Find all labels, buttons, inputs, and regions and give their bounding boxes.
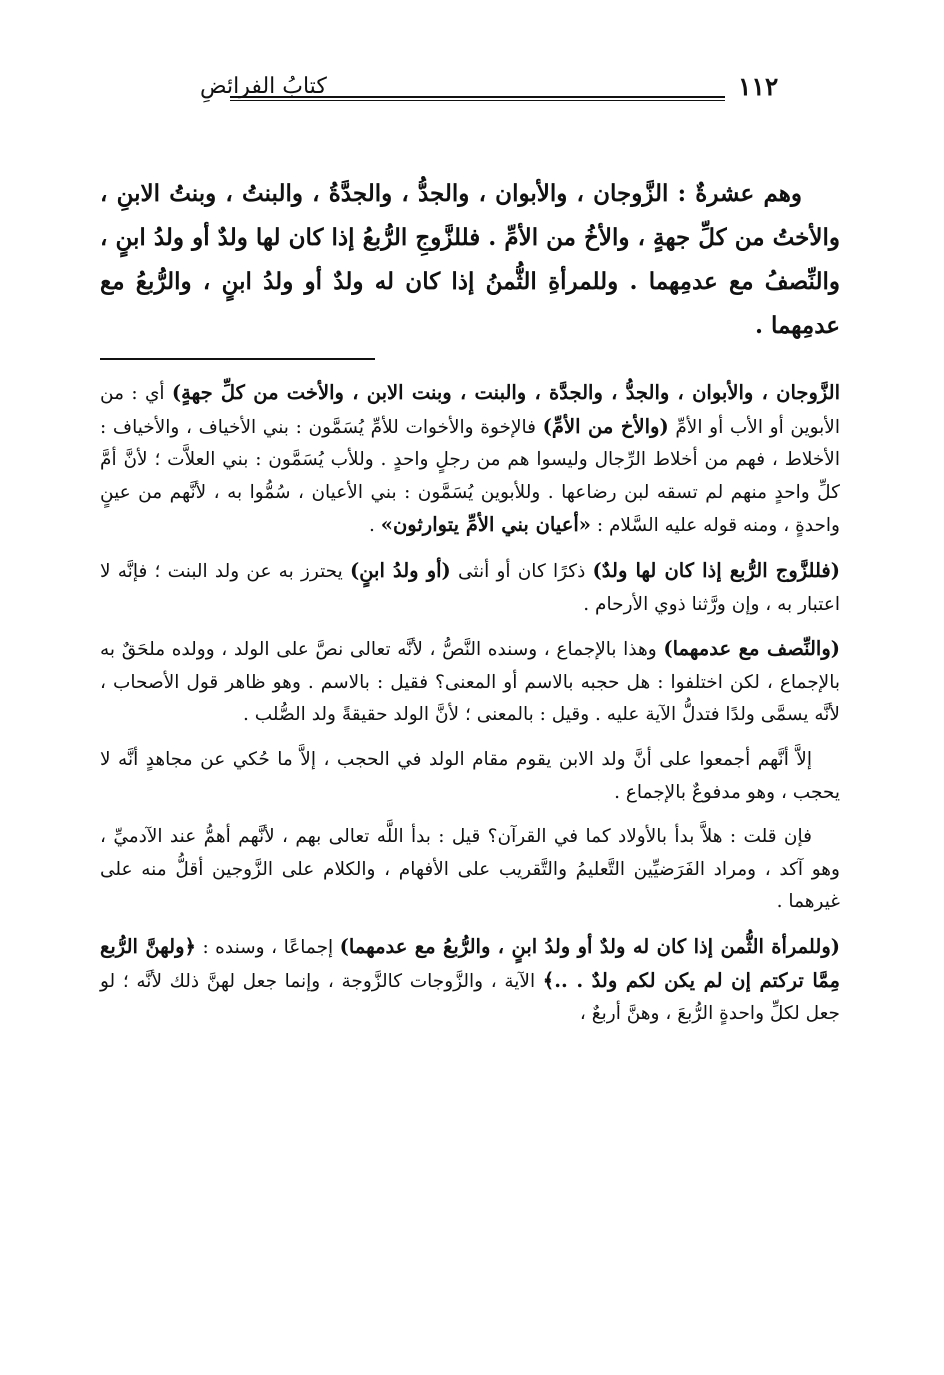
commentary (100, 377, 840, 1043)
plain-text: إجماعًا ، وسنده : (195, 936, 340, 958)
plain-text: الآية ، والزَّوجات كالزَّوجة ، وإنما جعل لهنَّ ذلك لأنَّه ؛ لو جعل لكلِّ واحدةٍ الرُّبعَ ، وهنَّ أربعٌ ، (100, 970, 840, 1025)
plain-text: ذكرًا كان أو أنثى (450, 560, 593, 582)
commentary-paragraph-4: إلاَّ أنَّهم أجمعوا على أنَّ ولد الابن يقوم مقام الولد في الحجب ، إلاَّ ما حُكي عن مجاهدٍ أنَّه لا يحجب ، وهو مدفوعٌ بالإجماع . (100, 748, 840, 803)
bold-text: (فللزَّوج الرُّبع إذا كان لها ولدٌ) (592, 558, 840, 582)
page-header (100, 72, 840, 112)
commentary-paragraph-5: فإن قلت : هلاَّ بدأ بالأولاد كما في القرآن؟ قيل : بدأ اللَّه تعالى بهم ، لأنَّهم أهمُّ عند الآدميِّ ، وهو آكد ، ومراد الفَرَضيِّين التَّعليمُ والتَّقريب على الأفهام ، والكلام على الزَّوجين أقلُّ منه على غيرهما . (100, 826, 840, 913)
plain-text: وهذا بالإجماع ، وسنده النَّصُّ ، لأنَّه تعالى نصَّ على الولد ، وولده ملحَقٌ به بالإجماع ، لكن اختلفوا : هل حجبه بالاسم أو المعنى؟ فقيل : بالاسم . وهو ظاهر قول الأصحاب ، لأنَّه يسمَّى ولدًا فتدلُّ الآية عليه . وقيل : بالمعنى ؛ لأنَّ الولد حقيقةً ولد الصُّلب . (100, 639, 840, 726)
commentary-paragraph-2 (100, 555, 840, 621)
bold-text: (والنِّصف مع عدمهما) (663, 637, 840, 661)
main-text (100, 172, 840, 348)
bold-text: الزَّوجان ، والأبوان ، والجدُّ ، والجدَّة ، والبنت ، وبنت الابن ، والأخت من كلِّ جهةٍ) (171, 381, 840, 404)
bold-text: ﴿ولهنَّ الرُّبع مِمَّا تركتم إن لم يكن لكم ولدٌ . ..﴾ (100, 934, 840, 992)
plain-text: أي : من الأبوين أو الأب أو الأمِّ (100, 383, 840, 438)
bold-text: (والأخ من الأمِّ) (542, 414, 669, 438)
bold-text: «أعيان بني الأمِّ يتوارثون» (380, 513, 591, 537)
commentary-paragraph-3 (100, 633, 840, 732)
main-text-paragraph: وهم عشرةٌ : الزَّوجان ، والأبوان ، والجدُّ ، والجدَّةُ ، والبنتُ ، وبنتُ الابنِ ، والأختُ من كلِّ جهةٍ ، والأخُ من الأمِّ . فللزَّوجِ الرُّبعُ إذا كان لها ولدٌ أو ولدُ ابنٍ ، والنِّصفُ مع عدمِهما . وللمرأةِ الثُّمنُ إذا كان له ولدٌ أو ولدُ ابنٍ ، والرُّبعُ مع عدمِهما . (100, 180, 840, 339)
commentary-paragraph-6 (100, 931, 840, 1031)
plain-text: . (369, 515, 381, 537)
footnote-divider (100, 358, 375, 360)
book-page (100, 72, 840, 1362)
plain-text: فالإخوة والأخوات للأمِّ يُسَمَّون : بني الأخياف ، والأخياف : الأخلاط ، فهم من أخلاط الرِّجال وليسوا هم من رجلٍ واحدٍ . وللأب يُسَمَّون : بني العلاَّت ؛ لأنَّ أمَّ كلِّ واحدٍ منهم لم تسقه لبن رضاعها . وللأبوين يُسَمَّون : بني الأعيان ، سُمُّوا به ، لأنَّهم من عينٍ واحدةٍ ، ومنه قوله عليه السَّلام : (100, 416, 840, 537)
bold-text: (وللمرأة الثُّمن إذا كان له ولدٌ أو ولدُ ابنٍ ، والرُّبعُ مع عدمهما) (339, 934, 840, 958)
running-title: كتابُ الفرائضِ (200, 74, 327, 99)
bold-text: (أو ولدُ ابنٍ) (349, 558, 451, 582)
plain-text: يحترز به عن ولد البنت ؛ فإنَّه لا اعتبار به ، وإن ورَّثنا ذوي الأرحام . (100, 560, 840, 615)
page-number: ١١٢ (738, 72, 779, 101)
commentary-paragraph-1 (100, 377, 840, 543)
